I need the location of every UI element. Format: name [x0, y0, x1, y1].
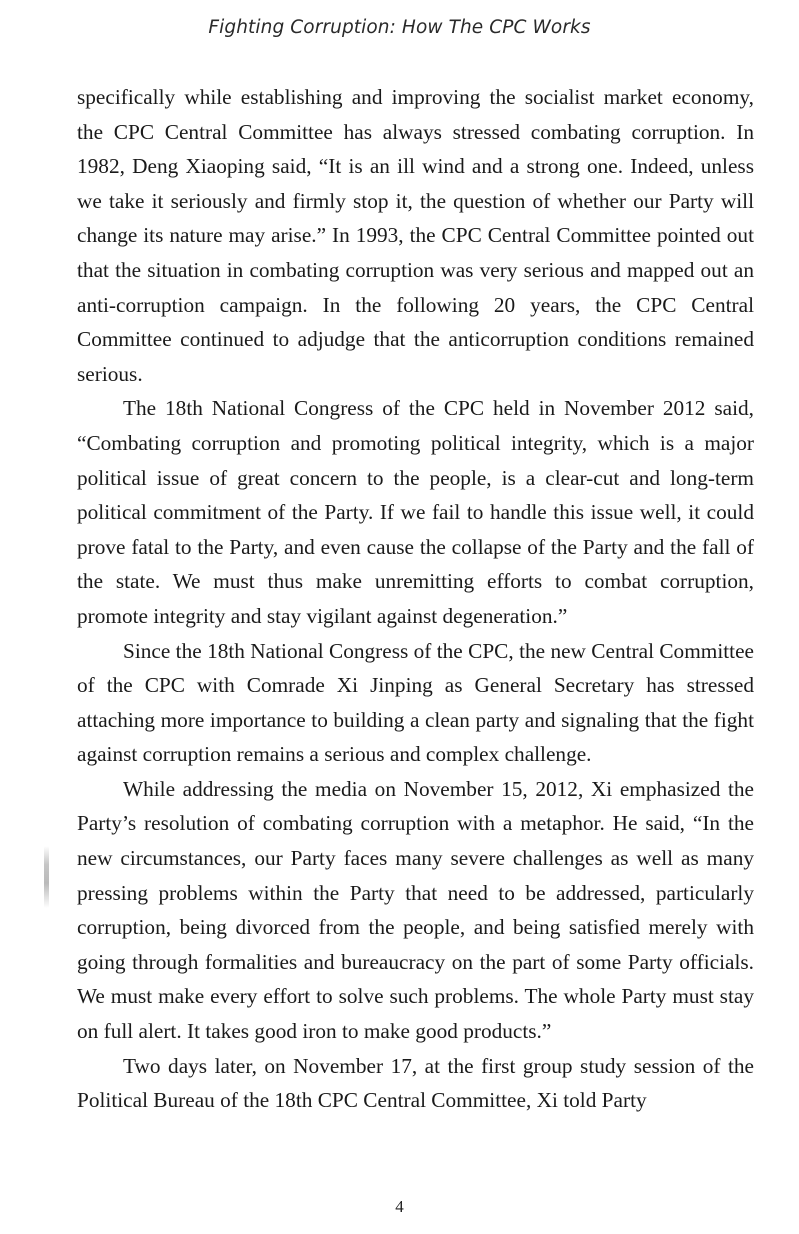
body-text [77, 80, 754, 1118]
scan-artifact-mark [44, 846, 49, 908]
paragraph-continued: specifically while establishing and improving the socialist market economy, the CPC Central Committee has always stressed combating corruption. In 1982, Deng Xiaoping said, “It is an ill wind and a strong one. Indeed, unless we take it seriously and firmly stop it, the question of whether our Party will change its nature may arise.” In 1993, the CPC Central Committee pointed out that the situation in combating corruption was very serious and mapped out an anti-corruption campaign. In the following 20 years, the CPC Central Committee continued to adjudge that the anticorruption conditions remained serious. [77, 85, 754, 386]
running-head: Fighting Corruption: How The CPC Works [208, 17, 591, 38]
paragraph-study-session: Two days later, on November 17, at the first group study session of the Political Bureau of the 18th CPC Central Committee, Xi told Party [77, 1053, 754, 1113]
paragraph-media-address: While addressing the media on November 15, 2012, Xi emphasized the Party’s resolution of combating corruption with a metaphor. He said, “In the new circumstances, our Party faces many severe challenges as well as many pressing problems within the Party that need to be addressed, particularly corruption, being divorced from the people, and being satisfied merely with going through formalities and bureaucracy on the part of some Party officials. We must make every effort to solve such problems. The whole Party must stay on full alert. It takes good iron to make good products.” [77, 776, 754, 1044]
paragraph-18th-congress: The 18th National Congress of the CPC held in November 2012 said, “Combating corruption and promoting political integrity, which is a major political issue of great concern to the people, is a clear-cut and long-term political commitment of the Party. If we fail to handle this issue well, it could prove fatal to the Party, and even cause the collapse of the Party and the fall of the state. We must thus make unremitting efforts to combat corruption, promote integrity and stay vigilant against degeneration.” [77, 396, 754, 628]
page-number: 4 [395, 1197, 404, 1216]
paragraph-new-central-committee: Since the 18th National Congress of the CPC, the new Central Committee of the CPC with Comrade Xi Jinping as General Secretary has stressed attaching more importance to building a clean party and signaling that the fight against corruption remains a serious and complex challenge. [77, 638, 754, 767]
